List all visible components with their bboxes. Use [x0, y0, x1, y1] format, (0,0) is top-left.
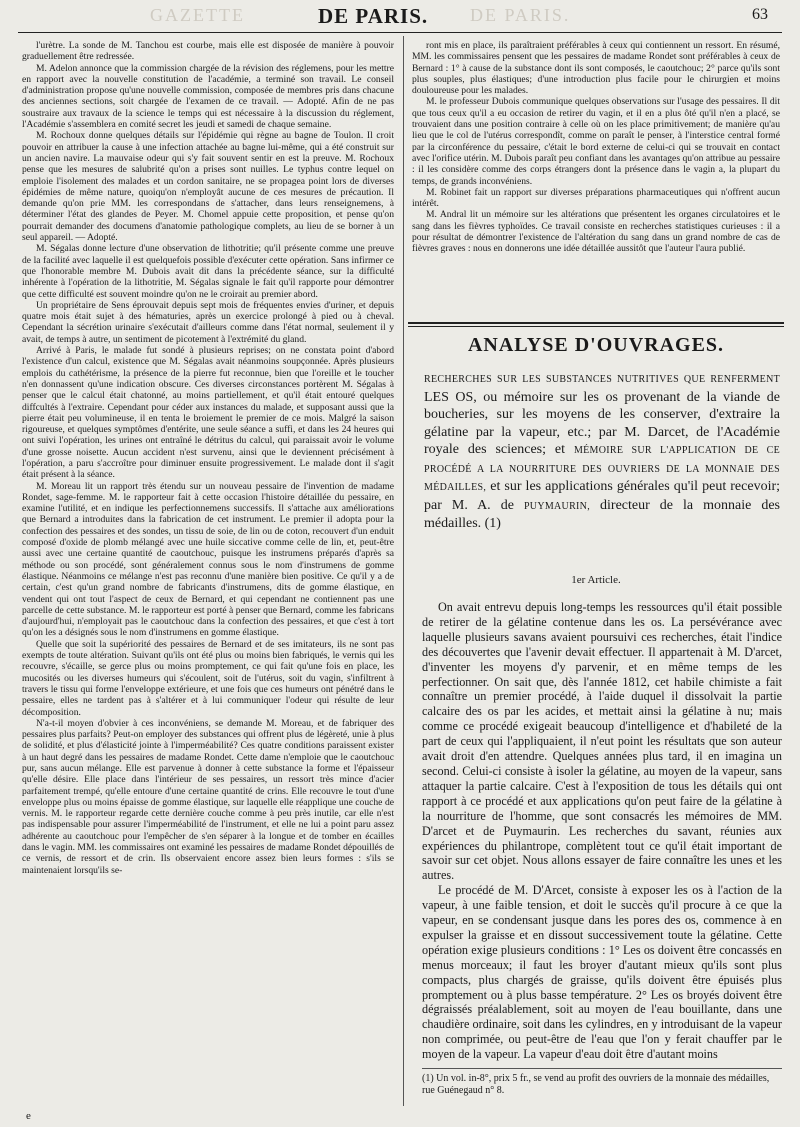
article-label: 1er Article.: [571, 574, 621, 586]
review-title: [424, 370, 780, 533]
title-text: et sur les applications générales qu'il peut recevoir; par M. A. de: [424, 479, 781, 513]
section-rule-top-thin: [408, 326, 784, 327]
title-smallcaps: RECHERCHES SUR LES SUBSTANCES NUTRITIVES QUE RENFERMENT: [424, 374, 780, 385]
page-number: 63: [752, 6, 768, 23]
header-rule: [18, 32, 782, 33]
title-smallcaps: MÉMOIRE SUR L'APPLICATION DE CE PROCÉDÉ A LA NOURRITURE DES OUVRIERS DE LA MONNAIE DES MÉDAILLES,: [424, 445, 781, 493]
paragraph: M. le professeur Dubois communique quelques observations sur l'usage des pessaires. Il dit que tous ceux qu'il a eu occasion de retirer du vagin, et il en a plus ôté qu'il n'en a placé, se trouvaient dans une position contraire à celle où on les place primitivement; de manière qu'au lieu que le col de l'utérus correspondît, comme on paraît le penser, à l'interstice central formé par la circonférence du pessaire, c'était le bord externe de celui-ci qui se trouvait en contact avec l'orifice utérin. M. Dubois paraît peu confiant dans les avantages qu'on attribue au pessaire : il les considère comme des corps étrangers dont la présence dans le vagin a, la plupart du temps, de grands inconvéniens.: [412, 96, 780, 187]
title-smallcaps: PUYMAURIN,: [523, 500, 590, 512]
paragraph: Arrivé à Paris, le malade fut sondé à plusieurs reprises; on ne constata point d'abord l'existence d'un calcul, existence que M. Ségalas avait néanmoins soupçonnée. Après plusieurs emplois du cathétérisme, la présence de la pierre fut reconnue, bien que l'oreille et le toucher n'en donnassent qu'une indication obscure. Ces diverses circonstances portèrent M. Ségalas à penser que le calcul était chatonné, au moins partiellement, et qu'il était entouré quelques diffcultés à l'extraire. Cependant pour céder aux instances du malade, et supposant aussi que la pierre était peu volumineuse, il en tenta le broiement le premier de ce mois. Malgré la saison rigoureuse, et quelques symptômes d'entérite, une seule séance a suffi, et dans les 24 heures qui ont suivi l'opération, les urines ont entraîné le détritus du calcul, qui paraissait avoir le volume d'une grosse noisette. Aucun accident n'est survenu, ainsi que le deviennent précisément à l'opération, a paru s'accroître pour diminuer ensuite progressivement. Le malade dont il s'agit était présent à la séance.: [22, 345, 394, 481]
review-body: [422, 600, 782, 1062]
section-rule-top: [408, 322, 784, 324]
paragraph: M. Moreau lit un rapport très étendu sur un nouveau pessaire de l'invention de madame Rondet, sage-femme. M. le rapporteur fait à cette occasion l'histoire détaillée du pessaire, en examine l'utilité, et en indique les perfectionnemens successifs. Il s'attache aux améliorations que Bernard a introduites dans la fabrication de cet instrument. Le premier il adopta pour la confection des pessaires et des sondes, un tissu de soie, de lin ou de coton, recouvert d'un enduit composé d'oxide de plomb mélangé avec une huile siccative comme celle de lin, et, peut-être aussi avec une certaine quantité de caoutchouc, puisque les instrumens préparés d'après sa méthode ou son procédé, sont généralement connus sous le nom d'instrumens de gomme élastique. Néanmoins ce mélange n'est pas reconnu d'une manière bien positive. Ce qu'il y a de certain, c'est qu'un grand nombre de fabricants d'instrumens, dits de gomme élastique, en vendent qui ont tout l'aspect de ceux de Bernard, et qui cependant ne contiennent pas une parcelle de cette substance. M. le rapporteur est porté à penser que Bernard, comme les fabricans d'aujourd'hui, n'employait pas le caoutchouc dans la confection des pessaires, et que c'est à tort qu'on les a désignés sous le nom d'instrumens en gomme élastique.: [22, 480, 394, 639]
paragraph: M. Rochoux donne quelques détails sur l'épidémie qui règne au bagne de Toulon. Il croit pouvoir en attribuer la cause à une infection attachée au bagne lui-même, qui a été construit sur un ancien navire. La mauvaise odeur qui s'y fait souvent sentir en est la preuve. M. Rochoux pense que les mesures de salubrité qu'on a prises sont nuilles. Le typhus contre lequel on emploie l'isolement des malades et un cordon sanitaire, ne se propagea point lors de diverses épidémies de même nature, quoiqu'on n'employât aucune de ces mesures de précaution. Il demande qu'on prie MM. les correspondans de s'attacher, dans leurs renseignemens, à déterminer l'état des glandes de Peyer. M. Chomel appuie cette proposition, et pense qu'on pourrait demander des documens d'anatomie pathologique complets, au lieu de se borner à un seul appareil. — Adopté.: [22, 130, 394, 244]
column-divider: [403, 36, 404, 1106]
paragraph: On avait entrevu depuis long-temps les ressources qu'il était possible de retirer de la gélatine contenue dans les os. La persévérance avec laquelle plusieurs savans avaient poursuivi ces recherches, était l'indice des découvertes que l'avenir devait effectuer. Il appartenait à M. D'arcet, d'inventer les moyens d'y parvenir, et en même temps de les perfectionner. On sait que, dès l'année 1812, cet habile chimiste a fait connaître un premier procédé, à l'aide duquel il dissolvait la partie calcaire des os par les acides, et mettait ainsi la gélatine à nu; mais comme ce procédé exigeait beaucoup d'intelligence et d'habileté de la part de ceux qui l'appliquaient, il n'eut point les résultats que son auteur avait droit d'en attendre. Quelques années plus tard, il en imagina un second. Celui-ci consiste à isoler la gélatine, au moyen de la vapeur, sans attaquer la partie calcaire. C'est à l'exposition de tous les détails qui ont rapport à ce procédé et aux applications qu'on peut faire de la gélatine à la nourriture de l'homme, que sont consacrés les mémoires de MM. D'arcet et de Puymaurin. Les recherches du savant, réunies aux expériences du philantrope, complètent tout ce qu'il était important de savoir sur cet objet. Nous allons essayer de faire connaître les unes et les autres.: [422, 600, 782, 883]
title-text: LES OS, ou mémoire sur les os provenant de la viande de boucheries, sur les moyens de les conserver, d'extraire la gélatine par la vapeur, etc.; par M. Darcet, de l'Académie royale des sciences; et: [424, 389, 780, 457]
paragraph: M. Ségalas donne lecture d'une observation de lithotritie; qu'il présente comme une preuve de la facilité avec laquelle il est quelquefois possible d'exécuter cette opération. Sans infirmer ce que l'honorable membre M. Dubois avait dit dans la précédente séance, sur la difficulté inhérente à l'opération de la lithotritie, M. Ségalas signale le fait qu'il rapporte pour démontrer que cette difficulté est souvent moindre qu'on ne le croirait au premier abord.: [22, 243, 394, 300]
paragraph: M. Robinet fait un rapport sur diverses préparations pharmaceutiques qui n'offrent aucun intérêt.: [412, 186, 780, 210]
left-column: [22, 40, 394, 876]
section-heading: ANALYSE D'OUVRAGES.: [467, 334, 725, 356]
page-header: [0, 0, 800, 28]
paragraph: Un propriétaire de Sens éprouvait depuis sept mois de fréquentes envies d'uriner, et depuis quatre mois était sujet à des hématuries, après un exercice prolongé à pied ou à cheval. Cependant la sécrétion urinaire s'exécutait d'ailleurs comme dans l'état normal, seulement il y avait, de temps à autre, un sentiment de picotement à l'extrémité du gland.: [22, 299, 394, 345]
review-section: [408, 322, 784, 1122]
footnote: (1) Un vol. in-8°, prix 5 fr., se vend au profit des ouvriers de la monnaie des médailles, rue Guénegaud n° 8.: [422, 1068, 782, 1097]
bleed-through-title-right: DE PARIS.: [470, 5, 571, 25]
paragraph: M. Andral lit un mémoire sur les altérations que présentent les organes circulatoires et le sang dans les fièvres typhoïdes. Ce travail consiste en recherches statistiques curieuses : il a pour résultat de démontrer l'existence de l'altération du sang dans un grand nombre de cas de fièvres graves : nous en donnerons une idée détaillée aussitôt que l'auteur l'aura publié.: [412, 209, 780, 255]
paragraph: M. Adelon annonce que la commission chargée de la révision des réglemens, pour les mettre en rapport avec la nouvelle constitution de l'académie, a terminé son travail. Le conseil d'administration propose qu'une nouvelle commission, composée de membres pris dans chacune des anciennes sections, soit chargée de l'examen de ce travail. — Adopté. Afin de ne pas soustraire aux travaux de la science le temps qui est nécessaire à la discussion du réglement, l'Académie s'assemblera en comité secret les jeudi et samedi de chaque semaine.: [22, 62, 394, 131]
paragraph: ront mis en place, ils paraîtraient préférables à ceux qui contiennent un ressort. En résumé, MM. les commissaires pensent que les pessaires de madame Rondet sont préférables à ceux de Bernard : 1° à cause de la substance dont ils sont composés, le caoutchouc; 2° parce qu'ils sont plus souples, plus élastiques; d'une introduction plus facile pour le chirurgien et moins douloureuse pour les malades.: [412, 40, 780, 97]
right-column-top: [412, 40, 780, 255]
paragraph: l'urètre. La sonde de M. Tanchou est courbe, mais elle est disposée de manière à pouvoir graduellement être redressée.: [22, 40, 394, 63]
paragraph: Le procédé de M. D'Arcet, consiste à exposer les os à l'action de la vapeur, à une faible tension, et doit le succès qu'il procure à ce que la vapeur, en se condensant jusque dans les pores des os, commence à en expulser la graisse et en dissout successivement toute la gélatine. Cette opération exige plusieurs conditions : 1° Les os doivent être concassés en menus morceaux; il faut les broyer d'autant mieux qu'ils sont plus compacts, plus chargés de graisse, qu'ils doivent être épuisés plus promptement ou à plus basse température. 2° Les os broyés doivent être dégraissés préalablement, soit au moyen de l'eau bouillante, dans une chaudière ordinaire, soit dans les cylindres, en y introduisant de la vapeur non comprimée, ou peut-être de l'eau que l'on y ferait chauffer par le moyen de la vapeur. La vapeur d'eau doit être d'autant moins: [422, 883, 782, 1062]
corner-mark: e: [26, 1110, 31, 1122]
running-title: DE PARIS.: [318, 4, 429, 28]
paragraph: Quelle que soit la supériorité des pessaires de Bernard et de ses imitateurs, ils ne sont pas exempts de toute altération. Suivant qu'ils ont été plus ou moins bien fabriqués, le vernis qui les recouvre, s'écaille, se gerce plus ou moins promptement, ce qui fait qu'une fois en place, les mucosités ou les diverses humeurs qui s'écoulent, soit de l'utérus, soit du vagin, s'infiltrent à travers le tissu qui forme l'enveloppe extérieure, et une fois que ces humeurs ont pénétré dans le pessaire, elles ne tardent pas à s'altérer et à lui communiquer l'odeur qui résulte de leur décomposition.: [22, 638, 394, 718]
bleed-through-title-left: GAZETTE: [150, 5, 245, 25]
title-text: directeur de la monnaie des médailles. (1): [424, 497, 780, 531]
paragraph: N'a-t-il moyen d'obvier à ces inconvéniens, se demande M. Moreau, et de fabriquer des pessaires plus parfaits? Peut-on employer des substances qui offrent plus de légèreté, unie à plus de solidité, et plus d'élasticité jointe à l'imperméabilité? Ces quatre conditions paraissent exister à un haut degré dans les pessaires de madame Rondet. Cette dame n'emploie que le caoutchouc pur, sans aucun mélange. Elle est parvenue à donner à cette substance la forme et l'épaisseur qu'elle désire. Elle place dans l'intérieur de ses pessaires, un ressort très mince d'acier parfaitement trempé, qu'elle entoure d'une certaine quantité de crins. Elle recouvre le tout d'une enveloppe plus ou moins épaisse de gomme élastique, sur laquelle elle réapplique une couche de vernis. M. le rapporteur regarde cette dernière couche comme à peu près inutile, car elle n'est pas indispensable pour assurer l'imperméabilité de l'instrument, et elle ne lui a point paru assez adhérente au caoutchouc pour l'empêcher de s'en séparer à la longue et de tomber en écailles dans le vagin. MM. les commissaires ont examiné les pessaires de madame Rondet dépouillés de ce vernis, de ressort et de crin. Ils observaient encore assez bien leurs formes : s'ils se maintenaient lorsqu'ils se-: [22, 717, 394, 876]
